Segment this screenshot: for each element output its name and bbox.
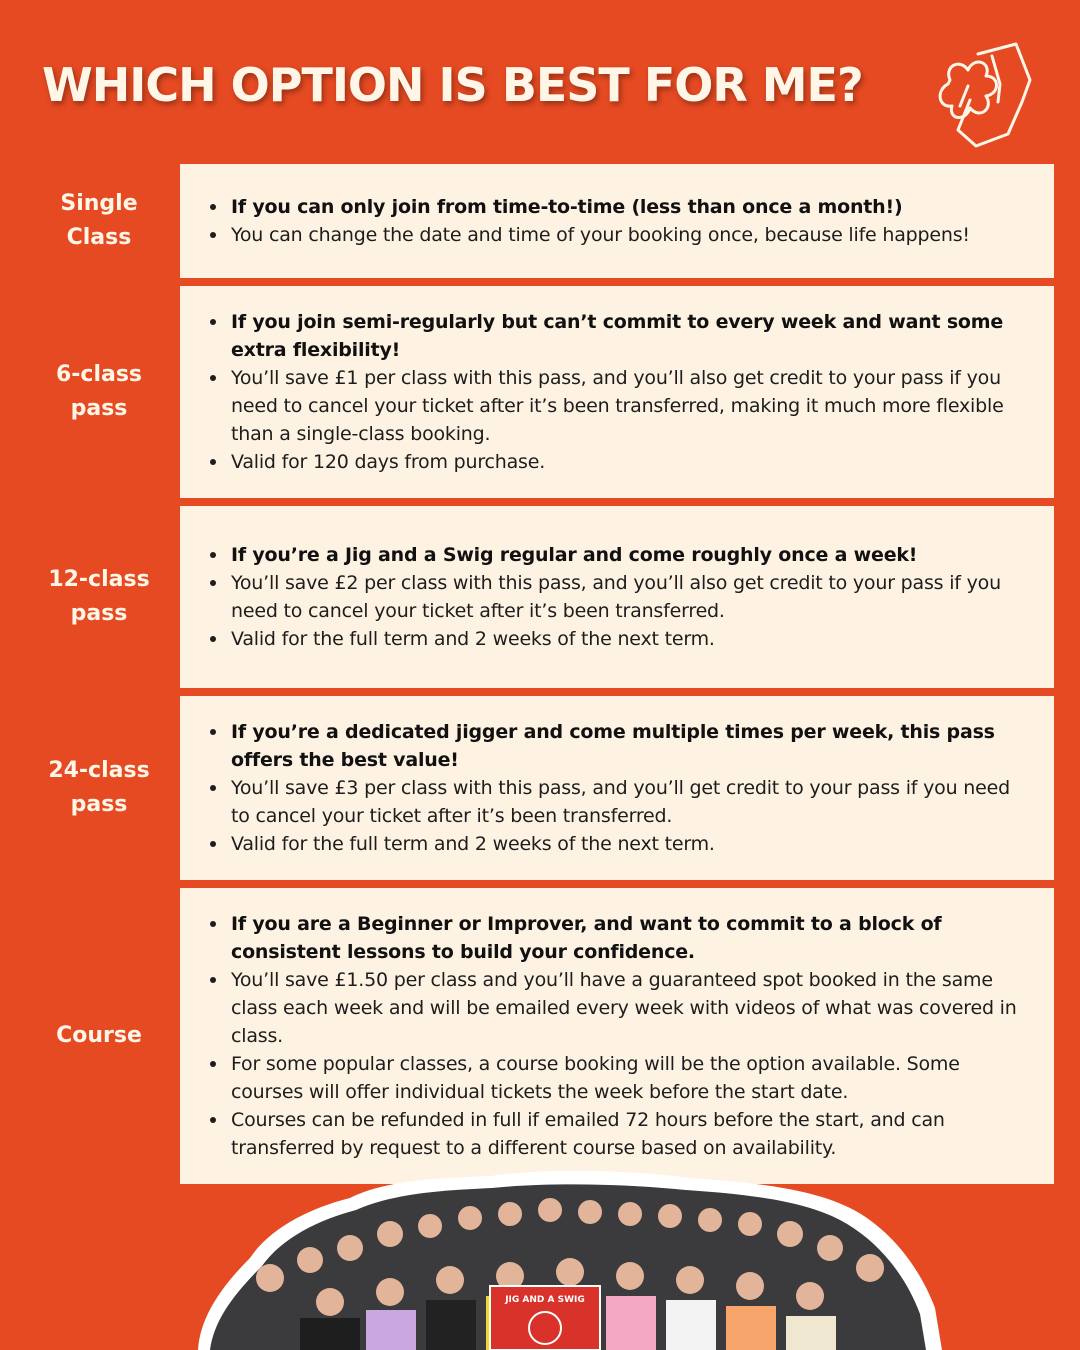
option-label-line: Course	[56, 1023, 142, 1048]
option-point: You can change the date and time of your booking once, because life happens!	[208, 221, 1034, 249]
option-point: You’ll save £1.50 per class and you’ll have a guaranteed spot booked in the same class each week and will be emailed every week with videos of what was covered in class.	[208, 966, 1034, 1050]
option-label-line: Single	[60, 191, 138, 216]
option-label-line: pass	[70, 792, 128, 817]
option-label	[18, 164, 180, 278]
option-point: If you are a Beginner or Improver, and want to commit to a block of consistent lessons to build your confidence.	[208, 910, 1034, 966]
option-point: Courses can be refunded in full if emailed 72 hours before the start, and can transferred by request to a different course based on availability.	[208, 1106, 1034, 1162]
flag-text: JIG AND A SWIG	[505, 1295, 585, 1305]
option-point: If you’re a Jig and a Swig regular and come roughly once a week!	[208, 541, 1034, 569]
option-point: You’ll save £1 per class with this pass, and you’ll also get credit to your pass if you need to cancel your ticket after it’s been transferred, making it much more flexible than a single-class booking.	[208, 364, 1034, 448]
option-details-card	[180, 888, 1054, 1184]
option-label-line: pass	[70, 396, 128, 421]
option-point: Valid for 120 days from purchase.	[208, 448, 1034, 476]
option-point: If you’re a dedicated jigger and come multiple times per week, this pass offers the best value!	[208, 718, 1034, 774]
option-label-line: 6-class	[55, 362, 143, 387]
option-row-6-class-pass	[0, 286, 1080, 498]
option-label-line: 24-class	[48, 758, 150, 783]
shamrock-ticket-icon	[918, 36, 1036, 154]
option-point: Valid for the full term and 2 weeks of the next term.	[208, 625, 1034, 653]
option-label	[18, 506, 180, 688]
option-details-card	[180, 696, 1054, 880]
option-point: For some popular classes, a course booking will be the option available. Some courses will offer individual tickets the week before the start date.	[208, 1050, 1034, 1106]
option-row-12-class-pass	[0, 506, 1080, 688]
option-details-card	[180, 506, 1054, 688]
option-label-line: Class	[66, 225, 132, 250]
option-row-course	[0, 888, 1080, 1184]
option-label-line: pass	[70, 601, 128, 626]
option-details-card	[180, 286, 1054, 498]
page-title: WHICH OPTION IS BEST FOR ME?	[42, 58, 863, 112]
option-label	[18, 696, 180, 880]
option-point: If you can only join from time-to-time (less than once a month!)	[208, 193, 1034, 221]
option-point: You’ll save £3 per class with this pass, and you’ll get credit to your pass if you need to cancel your ticket after it’s been transferred.	[208, 774, 1034, 830]
option-label	[18, 888, 180, 1184]
option-row-single-class	[0, 164, 1080, 278]
option-details-card	[180, 164, 1054, 278]
option-point: Valid for the full term and 2 weeks of the next term.	[208, 830, 1034, 858]
option-point: You’ll save £2 per class with this pass, and you’ll also get credit to your pass if you need to cancel your ticket after it’s been transferred.	[208, 569, 1034, 625]
option-label-line: 12-class	[48, 567, 150, 592]
option-row-24-class-pass	[0, 696, 1080, 880]
option-point: If you join semi-regularly but can’t commit to every week and want some extra flexibility!	[208, 308, 1034, 364]
option-label	[18, 286, 180, 498]
group-photo	[190, 1168, 950, 1350]
